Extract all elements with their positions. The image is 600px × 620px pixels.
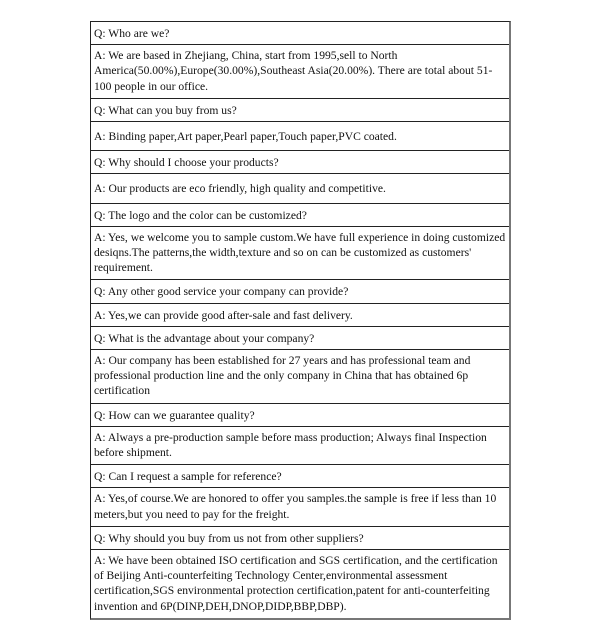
- faq-question: Q: Who are we?: [91, 22, 509, 45]
- faq-question: Q: Why should I choose your products?: [91, 151, 509, 174]
- faq-question: Q: How can we guarantee quality?: [91, 404, 509, 427]
- faq-table: [90, 21, 511, 620]
- faq-answer: A: Yes, we welcome you to sample custom.We have full experience in doing customized desiqns.The patterns,the width,texture and so on can be customized as customers' requirement.: [91, 227, 509, 281]
- faq-answer: A: Binding paper,Art paper,Pearl paper,Touch paper,PVC coated.: [91, 122, 509, 151]
- faq-answer: A: We have been obtained ISO certification and SGS certification, and the certification of Beijing Anti-counterfeiting Technology Center,environmental assessment certification,SGS environmental protection certification,patent for anti-counterfeiting invention and 6P(DINP,DEH,DNOP,DIDP,BBP,DBP).: [94, 554, 498, 613]
- faq-question: Q: What is the advantage about your company?: [91, 327, 509, 350]
- faq-question: Q: The logo and the color can be customized?: [91, 204, 509, 227]
- faq-answer: A: Yes,of course.We are honored to offer you samples.the sample is free if less than 10 meters,but you need to pay for the freight.: [91, 488, 509, 526]
- faq-answer: A: Our company has been established for 27 years and has professional team and professional production line and the only company in China that has obtained 6p certification: [91, 350, 509, 404]
- faq-answer: A: Always a pre-production sample before mass production; Always final Inspection before shipment.: [91, 427, 509, 465]
- faq-answer: A: Our products are eco friendly, high quality and competitive.: [91, 174, 509, 203]
- faq-answer: A: We are based in Zhejiang, China, start from 1995,sell to North America(50.00%),Europe(30.00%),Southeast Asia(20.00%). There are total about 51-100 people in our office.: [91, 45, 509, 99]
- faq-question: Q: Can I request a sample for reference?: [91, 465, 509, 488]
- faq-question: Q: Why should you buy from us not from other suppliers?: [91, 527, 509, 550]
- faq-question: Q: What can you buy from us?: [91, 99, 509, 122]
- faq-question: Q: Any other good service your company can provide?: [91, 280, 509, 303]
- faq-answer: A: Yes,we can provide good after-sale and fast delivery.: [91, 304, 509, 327]
